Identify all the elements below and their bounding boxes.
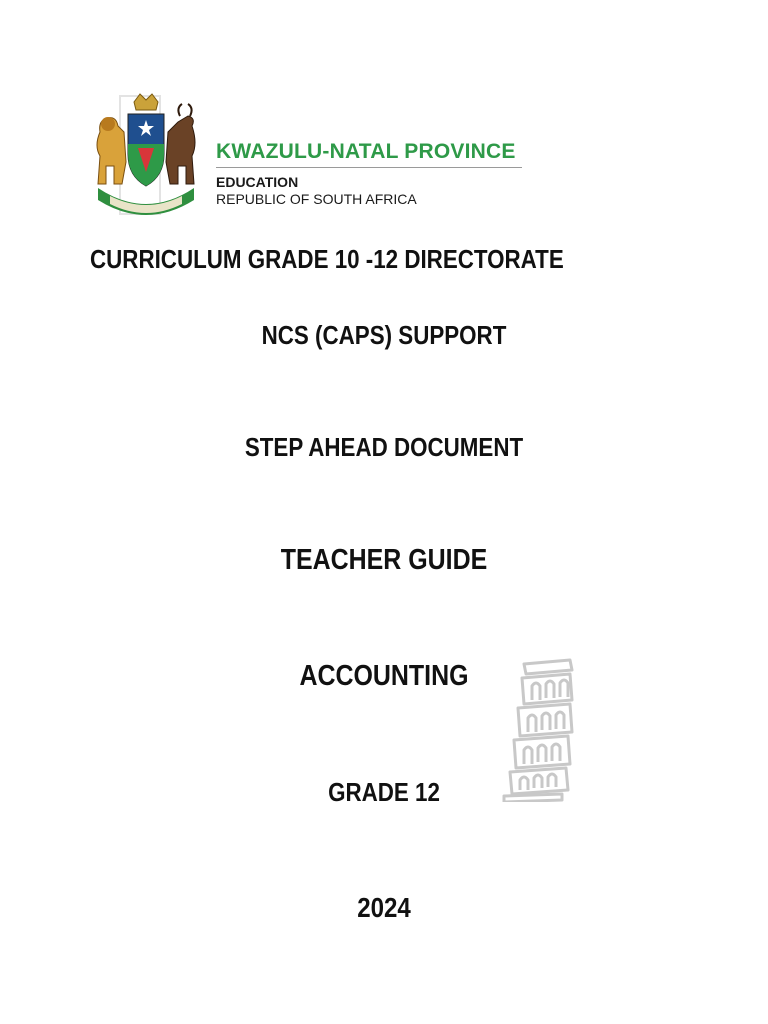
coat-of-arms-icon: [90, 92, 202, 220]
header-divider: [216, 167, 522, 168]
country-name: REPUBLIC OF SOUTH AFRICA: [216, 191, 417, 207]
support-heading: NCS (CAPS) SUPPORT: [261, 320, 507, 350]
province-logo: [90, 92, 524, 220]
directorate-heading: CURRICULUM GRADE 10 -12 DIRECTORATE: [90, 244, 564, 274]
document-type-heading: STEP AHEAD DOCUMENT: [244, 432, 524, 462]
guide-heading: TEACHER GUIDE: [280, 544, 488, 576]
province-name: KWAZULU-NATAL PROVINCE: [216, 140, 516, 163]
leaning-tower-icon: [500, 656, 578, 802]
grade-heading: GRADE 12: [328, 777, 440, 807]
department-name: EDUCATION: [216, 174, 299, 190]
subject-heading: ACCOUNTING: [299, 660, 469, 692]
year-heading: 2024: [357, 892, 411, 923]
